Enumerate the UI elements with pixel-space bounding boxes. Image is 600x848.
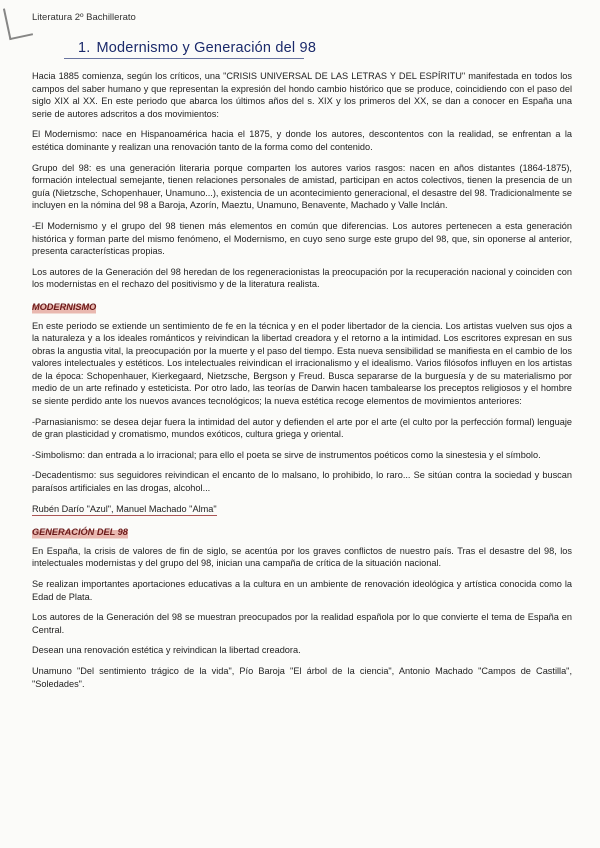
page-title xyxy=(78,40,316,56)
title-number: 1. xyxy=(78,40,91,56)
title-underline xyxy=(64,58,304,59)
paragraph-98-works: Unamuno "Del sentimiento trágico de la vida", Pío Baroja "El árbol de la ciencia", Antonio Machado "Campos de Castilla", "Soledades". xyxy=(32,665,572,689)
section-heading-modernismo: MODERNISMO xyxy=(32,301,97,312)
document-body xyxy=(32,70,572,698)
paragraph-98-edad-plata: Se realizan importantes aportaciones educativas a la cultura en un ambiente de renovación ideológica y artística conocida como la Edad de Plata. xyxy=(32,579,572,602)
title-text: Modernismo y Generación del 98 xyxy=(96,40,317,56)
paragraph-simbolismo: -Simbolismo: dan entrada a lo irracional; para ello el poeta se sirve de instrumentos poéticos como la sinestesia y el símbolo. xyxy=(32,449,541,460)
paragraph-modernismo-works: Rubén Darío "Azul", Manuel Machado "Alma" xyxy=(32,503,217,517)
paragraph-modernismo-def: El Modernismo: nace en Hispanoamérica hacia el 1875, y donde los autores, descontentos con la realidad, se enfrentan a la estética dominante y realizan una renovación tanto de la forma como del contenido. xyxy=(32,129,572,152)
paragraph-grupo98-def: Grupo del 98: es una generación literaria porque comparten los autores varios rasgos: nacen en años distantes (1864-1875), formación intelectual semejante, tienen relaciones personales de amistad, participan en actos colectivos, tienen la presencia de un guía (Nietzsche, Schopenhauer, Unamuno...), existencia de un acontecimiento generacional, el desastre del 98. Tradicionalmente se incluyen en la nómina del 98 a Baroja, Azorín, Maeztu, Unamuno, Benavente, Machado y Valle Inclán. xyxy=(32,162,572,211)
paragraph-heritage: Los autores de la Generación del 98 heredan de los regeneracionistas la preocupación por la recuperación nacional y coinciden con los modernistas en el rechazo del positivismo y de la literatura realista. xyxy=(32,266,572,290)
section-heading-generacion98: GENERACIÓN DEL 98 xyxy=(32,527,128,538)
paragraph-98-tema-espana: Los autores de la Generación del 98 se muestran preocupados por la realidad española por lo que convierte el tema de España en Central. xyxy=(32,612,572,635)
paragraph-98-renovacion: Desean una renovación estética y reivindican la libertad creadora. xyxy=(32,645,301,656)
paragraph-modernismo-context: En este periodo se extiende un sentimiento de fe en la técnica y en el poder libertador de la ciencia. Los artistas vuelven sus ojos a la naturaleza y a los ideales románticos y reivindican la libertad creadora y el retorno a la intimidad. Los escritores expresan en sus obras la angustia vital, la preocupación por la muerte y el paso del tiempo. Esta nueva sensibilidad se manifiesta en el cambio de los valores intelectuales y estéticos. Los intelectuales reivindican el irracionalismo y el idealismo. Varios filósofos influyen en los artistas de la época: Schopenhauer, Kierkegaard, Nietzsche, Bergson y Freud. Busca separarse de la burguesía y de su materialismo por medio de un arte refinado y esteticista. Por otro lado, las teorías de Darwin hacen tambalearse los preceptos religiosos y el hombre se siente perdido ante los nuevos avances tecnológicos; la nueva estética recoge elementos de movimientos anteriores: xyxy=(32,320,572,407)
paragraph-98-crisis: En España, la crisis de valores de fin de siglo, se acentúa por los graves conflictos de nuestro país. Tras el desastre del 98, los intelectuales modernistas y del grupo del 98, inician una campaña de crítica de la situación nacional. xyxy=(32,545,572,569)
paragraph-decadentismo: -Decadentismo: sus seguidores reivindican el encanto de lo malsano, lo prohibido, lo raro... Se sitúan contra la sociedad y buscan paraísos artificiales en las drogas, alcohol... xyxy=(32,470,572,494)
paragraph-comparison: -El Modernismo y el grupo del 98 tienen más elementos en común que diferencias. Los autores pertenecen a esta generación histórica y forman parte del mismo fenómeno, el Modernismo, en cuyo seno surge este grupo del 98, que, sin oponerse al anterior, presenta características propias. xyxy=(32,220,572,257)
course-header: Literatura 2º Bachillerato xyxy=(32,12,136,23)
paragraph-parnasianismo: -Parnasianismo: se desea dejar fuera la intimidad del autor y defienden el arte por el arte (el culto por la perfección formal) lenguaje de gran plasticidad y cromatismo, mundos exóticos, cultura griega y oriental. xyxy=(32,416,572,440)
pen-mark xyxy=(3,4,33,40)
paragraph-intro: Hacia 1885 comienza, según los críticos, una "CRISIS UNIVERSAL DE LAS LETRAS Y DEL ESPÍRITU" manifestada en todos los campos del saber humano y que representan la expresión del hondo cambio histórico que se produce, coincidiendo con el paso del siglo XIX al XX. En este periodo que abarca los últimos años del s. XIX y los primeros del XX, se dan a conocer en España una serie de autores adscritos a dos movimientos: xyxy=(32,71,572,119)
